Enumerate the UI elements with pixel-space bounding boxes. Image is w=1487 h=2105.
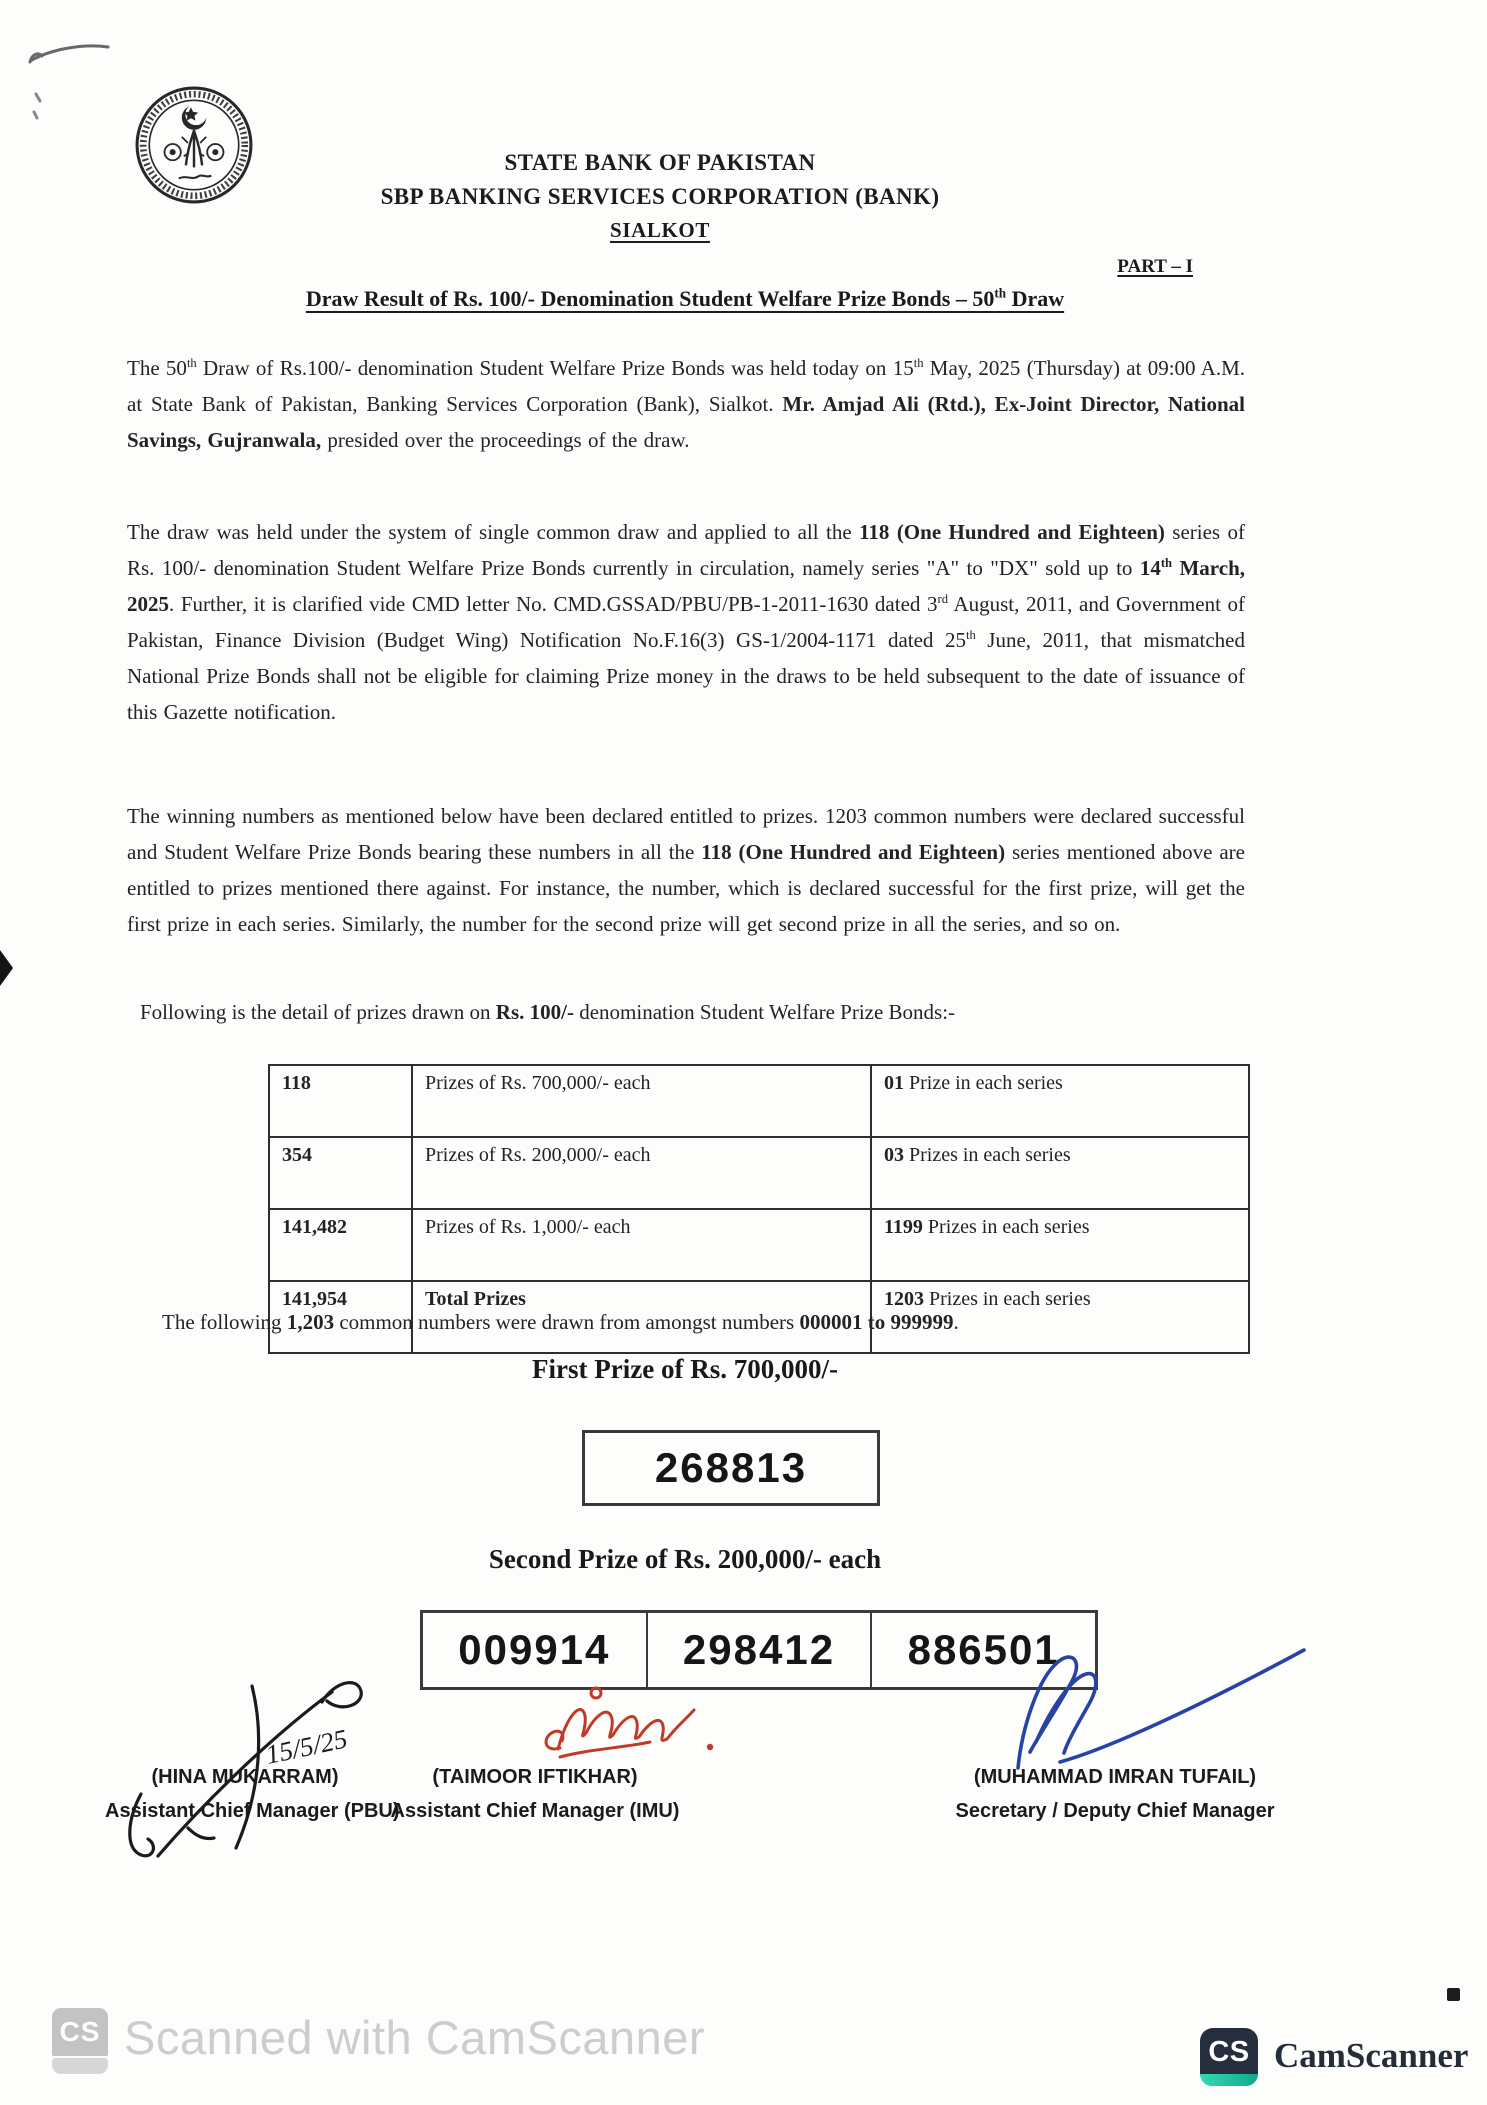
org-city-line: SIALKOT (610, 218, 710, 242)
scan-edge-mark (0, 950, 13, 986)
paragraph-series-clarification: The draw was held under the system of single common draw and applied to all the 118 (One Hundred and Eighteen) series of Rs. 100/- denomination Student Welfare Prize Bonds currently in circulation, namely series "A" to "DX" sold up to 14th March, 2025. Further, it is clarified vide CMD letter No. CMD.GSSAD/PBU/PB-1-2011-1630 dated 3rd August, 2011, and Government of Pakistan, Finance Division (Budget Wing) Notification No.F.16(3) GS-1/2004-1171 dated 25th June, 2011, that mismatched National Prize Bonds shall not be eligible for claiming Prize money in the draws to be held subsequent to the date of issuance of this Gazette notification. (127, 520, 1246, 724)
prize-desc-cell: Total Prizes (412, 1281, 871, 1353)
first-prize-number: 268813 (654, 1444, 808, 1491)
first-prize-heading: First Prize of Rs. 700,000/- (532, 1354, 838, 1384)
signatory-role: Assistant Chief Manager (IMU) (390, 1800, 680, 1822)
signature-red-dot (707, 1744, 713, 1750)
org-name-line: STATE BANK OF PAKISTAN (504, 150, 816, 175)
prize-desc-cell: Prizes of Rs. 1,000/- each (412, 1209, 871, 1281)
part-label: PART – I (1117, 256, 1193, 277)
signatory-role: Assistant Chief Manager (PBU) (105, 1800, 400, 1822)
signatory-role: Secretary / Deputy Chief Manager (955, 1800, 1275, 1822)
prize-count-cell: 141,482 (269, 1209, 412, 1281)
prize-count-cell: 141,954 (269, 1281, 412, 1353)
prize-count-cell: 354 (269, 1137, 412, 1209)
second-prize-number: 886501 (907, 1626, 1060, 1673)
prize-table-row (269, 1209, 1249, 1281)
prize-per-series-cell: 03 Prizes in each series (871, 1137, 1249, 1209)
camscanner-watermark-text: Scanned with CamScanner (124, 2011, 706, 2064)
prize-per-series-cell: 1203 Prizes in each series (871, 1281, 1249, 1353)
signature-muhammad-imran-tufail (1018, 1650, 1304, 1768)
signatory-name: (MUHAMMAD IMRAN TUFAIL) (973, 1766, 1257, 1788)
second-prize-number: 298412 (682, 1626, 836, 1673)
prize-desc-cell: Prizes of Rs. 700,000/- each (412, 1065, 871, 1137)
signatures-ink-layer (0, 1590, 1400, 1900)
second-prize-heading: Second Prize of Rs. 200,000/- each (488, 1544, 882, 1574)
camscanner-brand-text: CamScanner (1274, 2036, 1469, 2075)
scan-dot-mark (1447, 1988, 1460, 2001)
org-subsidiary-line: SBP BANKING SERVICES CORPORATION (BANK) (380, 184, 940, 209)
camscanner-cs-icon-gray-tab (52, 2058, 108, 2074)
pen-mark-artifact (20, 30, 140, 130)
camscanner-cs-app-icon-teal-bar (1200, 2074, 1258, 2086)
paragraph-draw-held: The 50th Draw of Rs.100/- denomination Student Welfare Prize Bonds was held today on 15th May, 2025 (Thursday) at 09:00 A.M. at State Bank of Pakistan, Banking Services Corporation (Bank), Sialkot. Mr. Amjad Ali (Rtd.), Ex-Joint Director, National Savings, Gujranwala, presided over the proceedings of the draw. (127, 356, 1245, 452)
prize-per-series-cell: 1199 Prizes in each series (871, 1209, 1249, 1281)
handwritten-date: 15/5/25 (263, 1723, 350, 1770)
prize-detail-intro-line: Following is the detail of prizes drawn on Rs. 100/- denomination Student Welfare Prize Bonds:- (140, 1000, 956, 1024)
signature-taimoor-iftikhar (546, 1688, 694, 1757)
prize-count-cell: 118 (269, 1065, 412, 1137)
camscanner-cs-app-icon: CS (1200, 2028, 1258, 2086)
prize-table-row (269, 1065, 1249, 1137)
signatory-name: (TAIMOOR IFTIKHAR) (432, 1766, 638, 1788)
signatory-name: (HINA MUKARRAM) (151, 1766, 339, 1788)
second-prize-number: 009914 (458, 1626, 611, 1673)
paragraph-winning-numbers: The winning numbers as mentioned below have been declared entitled to prizes. 1203 common numbers were declared successful and Student Welfare Prize Bonds bearing these numbers in all the 118 (One Hundred and Eighteen) series mentioned above are entitled to prizes mentioned there against. For instance, the number, which is declared successful for the first prize, will get the first prize in each series. Similarly, the number for the second prize will get second prize in all the series, and so on. (127, 804, 1245, 936)
prize-table-row (269, 1137, 1249, 1209)
document-title: Draw Result of Rs. 100/- Denomination Student Welfare Prize Bonds – 50th Draw (305, 285, 1065, 311)
prize-desc-cell: Prizes of Rs. 200,000/- each (412, 1137, 871, 1209)
prize-per-series-cell: 01 Prize in each series (871, 1065, 1249, 1137)
common-numbers-line: The following 1,203 common numbers were drawn from amongst numbers 000001 to 999999. (162, 1310, 959, 1334)
first-prize-number-box (582, 1430, 880, 1506)
org-header (70, 146, 1250, 246)
camscanner-cs-icon-gray: CS (52, 2008, 108, 2056)
